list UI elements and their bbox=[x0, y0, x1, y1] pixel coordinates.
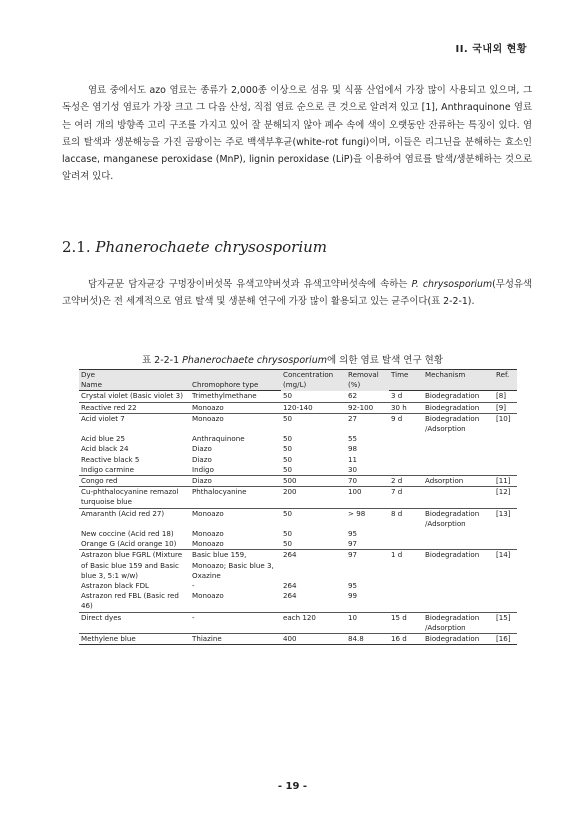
table-row bbox=[79, 529, 517, 539]
header-mechanism: Mechanism bbox=[423, 370, 494, 381]
cell-chromophore: - bbox=[192, 581, 195, 591]
section-title: Phanerochaete chrysosporium bbox=[95, 238, 328, 256]
cell-mechanism: Biodegradation bbox=[423, 550, 494, 581]
cell-ref: [16] bbox=[494, 634, 517, 645]
cell-name: Acid blue 25 bbox=[81, 434, 125, 444]
cell-name: Orange G (Acid orange 10) bbox=[81, 539, 177, 549]
cell-name: Astrazon blue FGRL (Mixture of Basic blue 159 and Basic blue 3, 5:1 w/w) bbox=[79, 550, 190, 581]
cell-removal: 62 bbox=[348, 390, 358, 400]
cell-mechanism bbox=[423, 465, 494, 476]
cell-concentration: 50 bbox=[283, 444, 293, 454]
cell-time: 2 d bbox=[389, 476, 423, 487]
cell-chromophore: Phthalocyanine bbox=[190, 487, 281, 508]
cell-concentration: 120-140 bbox=[281, 402, 346, 413]
cell-mechanism bbox=[423, 591, 494, 612]
cell-name: Acid violet 7 bbox=[79, 413, 190, 434]
table-header-row-1 bbox=[79, 370, 517, 381]
cell-chromophore: Basic blue 159, Monoazo; Basic blue 3, Oxazine bbox=[190, 550, 281, 581]
cell-removal: 30 bbox=[348, 464, 358, 474]
header-ref: Ref. bbox=[494, 370, 517, 381]
cell-mechanism: Biodegradation bbox=[423, 402, 494, 413]
cell-chromophore: Anthraquinone bbox=[192, 434, 245, 444]
cell-time bbox=[389, 581, 423, 591]
cell-mechanism: Biodegradation /Adsorption bbox=[423, 413, 494, 434]
cell-concentration: 50 bbox=[283, 390, 293, 400]
cell-name: Crystal violet (Basic violet 3) bbox=[81, 391, 183, 401]
cell-removal: 10 bbox=[346, 612, 389, 633]
cell-mechanism: Adsorption bbox=[423, 476, 494, 487]
cell-removal: 11 bbox=[348, 454, 358, 464]
cell-name: Indigo carmine bbox=[81, 464, 134, 474]
header-dye: Dye bbox=[79, 370, 190, 381]
caption-prefix: 표 2-2-1 bbox=[141, 355, 183, 366]
cell-ref: [10] bbox=[494, 413, 517, 434]
cell-ref: [15] bbox=[494, 612, 517, 633]
species-name: P. chrysosporium bbox=[411, 279, 493, 290]
table-row bbox=[79, 465, 517, 476]
cell-ref: [9] bbox=[494, 402, 517, 413]
page-number: - 19 - bbox=[277, 781, 308, 792]
header-removal: Removal (%) bbox=[346, 370, 389, 391]
paragraph-part2: (무성유색고약버섯)은 전 세계적으로 염료 탈색 및 생분해 연구에 가장 많이 활용되고 있는 균주이다(표 2-2-1). bbox=[62, 279, 532, 308]
cell-concentration: 500 bbox=[281, 476, 346, 487]
cell-ref bbox=[494, 455, 517, 465]
cell-mechanism bbox=[423, 455, 494, 465]
cell-mechanism bbox=[423, 529, 494, 539]
cell-concentration: 264 bbox=[281, 550, 346, 581]
cell-removal: 92-100 bbox=[346, 402, 389, 413]
cell-chromophore: - bbox=[190, 612, 281, 633]
table-row bbox=[79, 550, 517, 581]
cell-name: New coccine (Acid red 18) bbox=[81, 529, 174, 539]
cell-chromophore: Monoazo bbox=[190, 413, 281, 434]
cell-mechanism bbox=[423, 581, 494, 591]
cell-name: Reactive black 5 bbox=[81, 454, 140, 464]
table-row bbox=[79, 402, 517, 413]
cell-mechanism bbox=[423, 539, 494, 550]
cell-time: 1 d bbox=[389, 550, 423, 581]
cell-removal: 55 bbox=[348, 434, 358, 444]
cell-concentration: each 120 bbox=[281, 612, 346, 633]
header-concentration: Concentration (mg/L) bbox=[281, 370, 346, 391]
cell-time: 30 h bbox=[389, 402, 423, 413]
cell-chromophore: Trimethylmethane bbox=[192, 391, 257, 401]
cell-ref bbox=[494, 434, 517, 444]
cell-time bbox=[389, 591, 423, 612]
cell-ref: [12] bbox=[494, 487, 517, 508]
cell-time bbox=[389, 529, 423, 539]
table-row bbox=[79, 434, 517, 444]
caption-species: Phanerochaete chrysosporium bbox=[182, 355, 327, 366]
cell-name: Direct dyes bbox=[79, 612, 190, 633]
table-row bbox=[79, 455, 517, 465]
cell-chromophore: Monoazo bbox=[192, 591, 224, 601]
cell-name: Acid black 24 bbox=[81, 444, 129, 454]
header-chromophore: Chromophore type bbox=[190, 380, 281, 391]
cell-mechanism bbox=[423, 434, 494, 444]
cell-mechanism: Biodegradation bbox=[425, 391, 480, 401]
cell-removal: 99 bbox=[348, 591, 358, 601]
cell-concentration: 400 bbox=[281, 634, 346, 645]
table-body bbox=[79, 391, 517, 645]
table-row bbox=[79, 391, 517, 402]
cell-concentration: 200 bbox=[281, 487, 346, 508]
cell-concentration: 50 bbox=[283, 529, 293, 539]
cell-ref: [13] bbox=[494, 508, 517, 529]
cell-time: 16 d bbox=[389, 634, 423, 645]
cell-time: 8 d bbox=[389, 508, 423, 529]
cell-ref: [11] bbox=[494, 476, 517, 487]
table-row bbox=[79, 487, 517, 508]
header-time: Time bbox=[389, 370, 423, 381]
cell-time: 15 d bbox=[389, 612, 423, 633]
cell-removal: 98 bbox=[348, 444, 358, 454]
cell-ref: [14] bbox=[494, 550, 517, 581]
cell-concentration: 50 bbox=[283, 464, 293, 474]
header-name: Name bbox=[79, 380, 190, 391]
cell-chromophore: Monoazo bbox=[192, 529, 224, 539]
cell-name: Reactive red 22 bbox=[79, 402, 190, 413]
cell-ref bbox=[494, 465, 517, 476]
table-row bbox=[79, 539, 517, 550]
cell-concentration: 264 bbox=[283, 581, 297, 591]
cell-time bbox=[389, 434, 423, 444]
cell-chromophore: Monoazo bbox=[190, 508, 281, 529]
cell-removal: > 98 bbox=[346, 508, 389, 529]
cell-mechanism: Biodegradation bbox=[423, 634, 494, 645]
cell-removal: 97 bbox=[348, 539, 358, 549]
table-row bbox=[79, 476, 517, 487]
cell-time bbox=[389, 539, 423, 550]
cell-concentration: 264 bbox=[283, 591, 297, 601]
cell-time: 7 d bbox=[389, 487, 423, 508]
cell-ref bbox=[494, 581, 517, 591]
cell-mechanism: Biodegradation /Adsorption bbox=[423, 508, 494, 529]
cell-time bbox=[389, 444, 423, 454]
cell-name: Congo red bbox=[79, 476, 190, 487]
cell-mechanism bbox=[423, 444, 494, 454]
cell-mechanism: Biodegradation /Adsorption bbox=[423, 612, 494, 633]
cell-ref bbox=[494, 591, 517, 612]
cell-name: Astrazon red FBL (Basic red 46) bbox=[81, 591, 179, 611]
paragraph-azo-dyes: 염료 중에서도 azo 염료는 종류가 2,000종 이상으로 섬유 및 식품 산업에서 가장 많이 사용되고 있으며, 그 독성은 염기성 염료가 가장 크고 그 다음 산성, 직접 염료 순으로 큰 것으로 알려져 있고 [1], Anthraquinone 염료는 여러 개의 방향족 고리 구조를 가지고 있어 잘 분해되지 않아 폐수 속에 색이 오랫동안 잔류하는 특징이 있다. 염료의 탈색과 생분해능을 가진 곰팡이는 주로 백색부후균(white-rot fungi)이며, 이들은 리그닌을 분해하는 효소인 laccase, manganese peroxidase (MnP), lignin peroxidase (LiP)을 이용하여 염료를 탈색/생분해하는 것으로 알려져 있다. bbox=[62, 85, 532, 183]
cell-chromophore: Diazo bbox=[192, 444, 212, 454]
cell-concentration: 50 bbox=[281, 508, 346, 529]
cell-ref: [8] bbox=[496, 391, 507, 401]
section-heading bbox=[62, 238, 327, 256]
cell-removal: 95 bbox=[348, 581, 358, 591]
cell-concentration: 50 bbox=[283, 434, 293, 444]
cell-mechanism bbox=[423, 487, 494, 508]
cell-time: 9 d bbox=[389, 413, 423, 434]
cell-ref bbox=[494, 444, 517, 454]
table-row bbox=[79, 444, 517, 454]
cell-name: Amaranth (Acid red 27) bbox=[79, 508, 190, 529]
cell-removal: 84.8 bbox=[346, 634, 389, 645]
cell-chromophore: Diazo bbox=[190, 476, 281, 487]
cell-time bbox=[389, 455, 423, 465]
paragraph-species bbox=[62, 276, 532, 311]
cell-removal: 100 bbox=[346, 487, 389, 508]
cell-ref bbox=[494, 539, 517, 550]
table-row bbox=[79, 508, 517, 529]
paragraph-part1: 담자균문 담자균강 구멍장이버섯목 유색고약버섯과 유색고약버섯속에 속하는 bbox=[88, 279, 412, 290]
running-header: II. 국내외 현황 bbox=[455, 44, 527, 55]
cell-removal: 27 bbox=[346, 413, 389, 434]
cell-chromophore: Diazo bbox=[192, 454, 212, 464]
table-caption bbox=[0, 352, 585, 366]
cell-chromophore: Monoazo bbox=[190, 402, 281, 413]
cell-concentration: 50 bbox=[283, 454, 293, 464]
table-row bbox=[79, 413, 517, 434]
cell-name: Methylene blue bbox=[79, 634, 190, 645]
cell-time: 3 d bbox=[391, 391, 403, 401]
cell-chromophore: Monoazo bbox=[192, 539, 224, 549]
cell-time bbox=[389, 465, 423, 476]
caption-suffix: 에 의한 염료 탈색 연구 현황 bbox=[326, 355, 444, 366]
dye-decolorization-table bbox=[79, 369, 517, 645]
cell-name: Astrazon black FDL bbox=[81, 581, 149, 591]
cell-removal: 97 bbox=[346, 550, 389, 581]
table-row bbox=[79, 612, 517, 633]
cell-chromophore: Thiazine bbox=[190, 634, 281, 645]
cell-ref bbox=[494, 529, 517, 539]
cell-concentration: 50 bbox=[281, 413, 346, 434]
cell-name: Cu-phthalocyanine remazol turquoise blue bbox=[79, 487, 190, 508]
table-row bbox=[79, 581, 517, 591]
table-row bbox=[79, 591, 517, 612]
cell-removal: 70 bbox=[346, 476, 389, 487]
cell-concentration: 50 bbox=[283, 539, 293, 549]
section-number: 2.1. bbox=[62, 238, 91, 256]
table-row bbox=[79, 634, 517, 645]
cell-chromophore: Indigo bbox=[192, 464, 214, 474]
cell-removal: 95 bbox=[348, 529, 358, 539]
